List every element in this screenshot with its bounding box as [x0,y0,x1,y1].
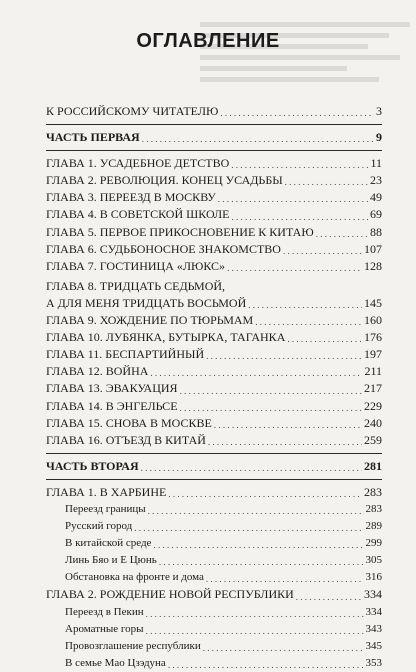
entry-page: 23 [370,173,382,188]
leader-dots [168,658,364,672]
entry-title: ГЛАВА 16. ОТЪЕЗД В КИТАЙ [46,432,206,447]
entry-title: ГЛАВА 1. В ХАРБИНЕ [46,484,167,499]
divider [46,453,382,454]
entry-title: ГЛАВА 8. ТРИДЦАТЬ СЕДЬМОЙ, [46,278,226,293]
toc-entry-chapter[interactable] [46,172,382,189]
entry-title: Переезд границы [65,502,146,515]
part-title: ЧАСТЬ ПЕРВАЯ [46,130,140,145]
toc-entry-section[interactable] [46,518,382,535]
entry-title: ГЛАВА 12. ВОЙНА [46,364,149,379]
leader-dots [208,435,362,449]
leader-dots [159,555,364,569]
toc-entry-chapter[interactable] [46,484,382,501]
entry-page: 211 [364,364,382,379]
entry-page: 283 [365,502,382,515]
divider [46,124,382,125]
leader-dots [142,132,374,146]
entry-page: 49 [370,190,382,205]
leader-dots [283,244,362,258]
toc-entry-part-2[interactable] [46,458,382,475]
toc-entry-chapter[interactable] [46,258,382,275]
entry-page: 316 [365,571,382,584]
entry-page: 69 [370,207,382,222]
entry-title: ГЛАВА 10. ЛУБЯНКА, БУТЫРКА, ТАГАНКА [46,330,286,345]
entry-page: 11 [370,156,382,171]
toc-entry-section[interactable] [46,569,382,586]
leader-dots [296,590,362,604]
toc-entry-section[interactable] [46,655,382,672]
entry-page: 299 [365,537,382,550]
leader-dots [141,461,362,475]
entry-page: 128 [364,258,382,273]
toc-entry-chapter[interactable] [46,206,382,223]
toc-entry-chapter[interactable] [46,224,382,241]
divider [46,150,382,151]
toc-entry-part-1[interactable] [46,129,382,146]
toc-entry-section[interactable] [46,535,382,552]
part-page: 281 [364,458,382,473]
entry-page: 289 [365,520,382,533]
entry-page: 259 [364,432,382,447]
entry-title: ГЛАВА 2. РЕВОЛЮЦИЯ. КОНЕЦ УСАДЬБЫ [46,173,283,188]
toc-entry-chapter[interactable] [46,380,382,397]
part-title: ЧАСТЬ ВТОРАЯ [46,458,139,473]
entry-title: ГЛАВА 6. СУДЬБОНОСНОЕ ЗНАКОМСТВО [46,241,281,256]
entry-page: 145 [364,295,382,310]
toc-entry-intro[interactable] [46,103,382,120]
leader-dots [134,521,363,535]
leader-dots [146,624,364,638]
leader-dots [255,315,362,329]
toc-entry-chapter[interactable] [46,312,382,329]
toc-entry-section[interactable] [46,552,382,569]
entry-title: Провозглашение республики [65,639,201,652]
leader-dots [146,607,364,621]
toc-entry-chapter[interactable] [46,346,382,363]
toc-entry-section[interactable] [46,621,382,638]
leader-dots [231,158,368,172]
toc-entry-chapter[interactable] [46,241,382,258]
entry-title: ГЛАВА 5. ПЕРВОЕ ПРИКОСНОВЕНИЕ К КИТАЮ [46,224,314,239]
entry-page: 107 [364,241,382,256]
entry-page: 334 [364,587,382,602]
entry-page: 343 [365,622,382,635]
entry-page: 229 [364,398,382,413]
part-page: 9 [376,130,382,145]
entry-title: ГЛАВА 7. ГОСТИНИЦА «ЛЮКС» [46,258,226,273]
leader-dots [285,175,368,189]
entry-title: В китайской среде [65,537,152,550]
toc-entry-chapter[interactable] [46,586,382,603]
divider [46,479,382,480]
leader-dots [218,192,368,206]
entry-title: ГЛАВА 3. ПЕРЕЕЗД В МОСКВУ [46,190,216,205]
leader-dots [180,401,362,415]
toc-entry-section[interactable] [46,638,382,655]
entry-title: В семье Мао Цзэдуна [65,656,166,669]
toc-entry-chapter[interactable] [46,398,382,415]
toc-entry-section[interactable] [46,604,382,621]
toc-entry-chapter[interactable] [46,363,382,380]
leader-dots [153,538,363,552]
toc-entry-chapter[interactable] [46,432,382,449]
leader-dots [148,504,364,518]
entry-page: 240 [364,415,382,430]
entry-title: Ароматные горы [65,622,144,635]
leader-dots [206,572,364,586]
entry-page: 217 [364,381,382,396]
leader-dots [180,384,362,398]
toc-entry-chapter[interactable] [46,189,382,206]
leader-dots [231,210,368,224]
entry-page: 334 [365,605,382,618]
entry-title: А ДЛЯ МЕНЯ ТРИДЦАТЬ ВОСЬМОЙ [46,295,247,310]
leader-dots [206,349,362,363]
entry-page: 305 [365,554,382,567]
toc-entry-chapter-8-line-1[interactable] [46,278,382,295]
entry-title: К РОССИЙСКОМУ ЧИТАТЕЛЮ [46,104,219,118]
entry-page: 283 [364,484,382,499]
page-title: ОГЛАВЛЕНИЕ [136,30,280,52]
entry-title: ГЛАВА 13. ЭВАКУАЦИЯ [46,381,178,396]
leader-dots [287,332,362,346]
leader-dots [220,106,374,120]
leader-dots [150,366,362,380]
entry-title: Линь Бяо и Е Цюнь [65,554,157,567]
toc-entry-chapter[interactable] [46,329,382,346]
leader-dots [203,641,364,655]
entry-title: ГЛАВА 4. В СОВЕТСКОЙ ШКОЛЕ [46,207,230,222]
leader-dots [316,227,368,241]
entry-page: 88 [370,224,382,239]
leader-dots [227,261,362,275]
toc-entry-chapter[interactable] [46,415,382,432]
table-of-contents [46,103,382,672]
toc-entry-section[interactable] [46,501,382,518]
entry-page: 3 [376,104,382,118]
leader-dots [248,298,362,312]
entry-page: 160 [364,313,382,328]
entry-title: ГЛАВА 11. БЕСПАРТИЙНЫЙ [46,347,205,362]
leader-dots [214,418,362,432]
entry-title: ГЛАВА 2. РОЖДЕНИЕ НОВОЙ РЕСПУБЛИКИ [46,587,294,602]
entry-title: Обстановка на фронте и дома [65,571,204,584]
entry-title: ГЛАВА 15. СНОВА В МОСКВЕ [46,415,212,430]
entry-title: ГЛАВА 14. В ЭНГЕЛЬСЕ [46,398,178,413]
entry-title: ГЛАВА 1. УСАДЕБНОЕ ДЕТСТВО [46,156,230,171]
entry-title: ГЛАВА 9. ХОЖДЕНИЕ ПО ТЮРЬМАМ [46,313,254,328]
leader-dots [168,487,362,501]
entry-page: 176 [364,330,382,345]
entry-title: Переезд в Пекин [65,605,144,618]
entry-title: Русский город [65,520,133,533]
toc-entry-chapter-8[interactable] [46,295,382,312]
entry-page: 197 [364,347,382,362]
entry-page: 345 [365,639,382,652]
toc-entry-chapter[interactable] [46,155,382,172]
entry-page: 353 [365,656,382,669]
